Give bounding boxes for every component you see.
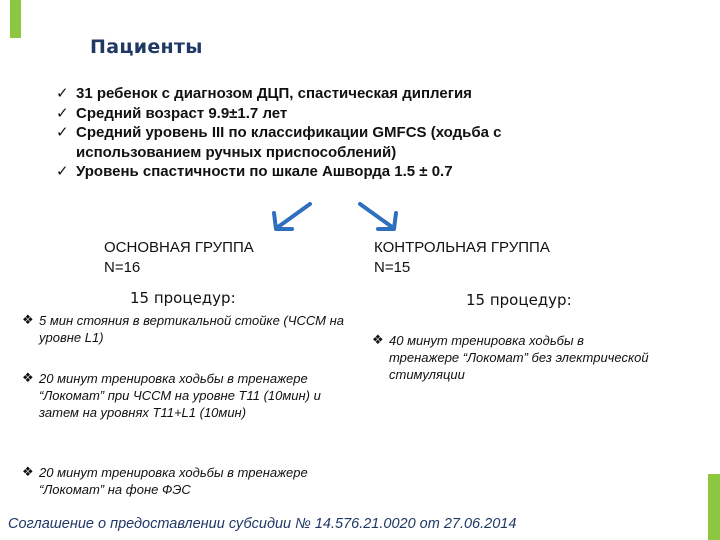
diamond-bullet-icon: ❖ [22,371,34,386]
diamond-bullet-icon: ❖ [22,465,34,480]
main-group-count: N=16 [104,259,141,276]
main-group-item [22,464,322,498]
control-group-count: N=15 [374,259,411,276]
diamond-bullet-icon: ❖ [372,333,384,348]
main-group-item [22,370,342,421]
control-group-item [372,332,650,383]
criteria-text: Уровень спастичности по шкале Ашворда 1.5 ± 0.7 [76,163,453,180]
criteria-list [56,84,656,182]
criteria-text: Средний уровень III по классификации GMFCS (ходьба с использованием ручных приспособлений) [76,124,502,161]
main-group-header [104,238,254,278]
control-group-name: КОНТРОЛЬНАЯ ГРУППА [374,239,550,256]
page-title: Пациенты [90,36,203,58]
criteria-item [56,84,656,104]
main-group-name: ОСНОВНАЯ ГРУППА [104,239,254,256]
item-text: 20 минут тренировка ходьбы в тренажере “Локомат” при ЧССМ на уровне T11 (10мин) и затем на уровнях T11+L1 (10мин) [39,371,321,420]
criteria-item [56,104,656,124]
check-icon: ✓ [56,84,69,102]
item-text: 5 мин стояния в вертикальной стойке (ЧССМ на уровне L1) [39,313,344,345]
criteria-text: 31 ребенок с диагнозом ДЦП, спастическая диплегия [76,85,472,102]
check-icon: ✓ [56,103,69,122]
control-group-procedures: 15 процедур: [466,291,572,309]
accent-bar-right [708,474,720,540]
main-group-item [22,312,352,346]
check-icon: ✓ [56,123,69,141]
accent-bar-top-left [10,0,21,38]
arrow-down-left-icon [268,200,314,234]
arrow-down-right-icon [356,200,402,234]
criteria-item [56,123,616,162]
footer-agreement: Соглашение о предоставлении субсидии № 14.576.21.0020 от 27.06.2014 [8,516,517,532]
diamond-bullet-icon: ❖ [22,313,34,328]
item-text: 20 минут тренировка ходьбы в тренажере “Локомат” на фоне ФЭС [39,465,308,497]
check-icon: ✓ [56,162,69,180]
item-text: 40 минут тренировка ходьбы в тренажере “Локомат” без электрической стимуляции [389,333,649,382]
control-group-header [374,238,550,278]
criteria-item [56,162,656,182]
criteria-text: Средний возраст 9.9±1.7 лет [76,104,288,122]
main-group-procedures: 15 процедур: [130,289,236,307]
